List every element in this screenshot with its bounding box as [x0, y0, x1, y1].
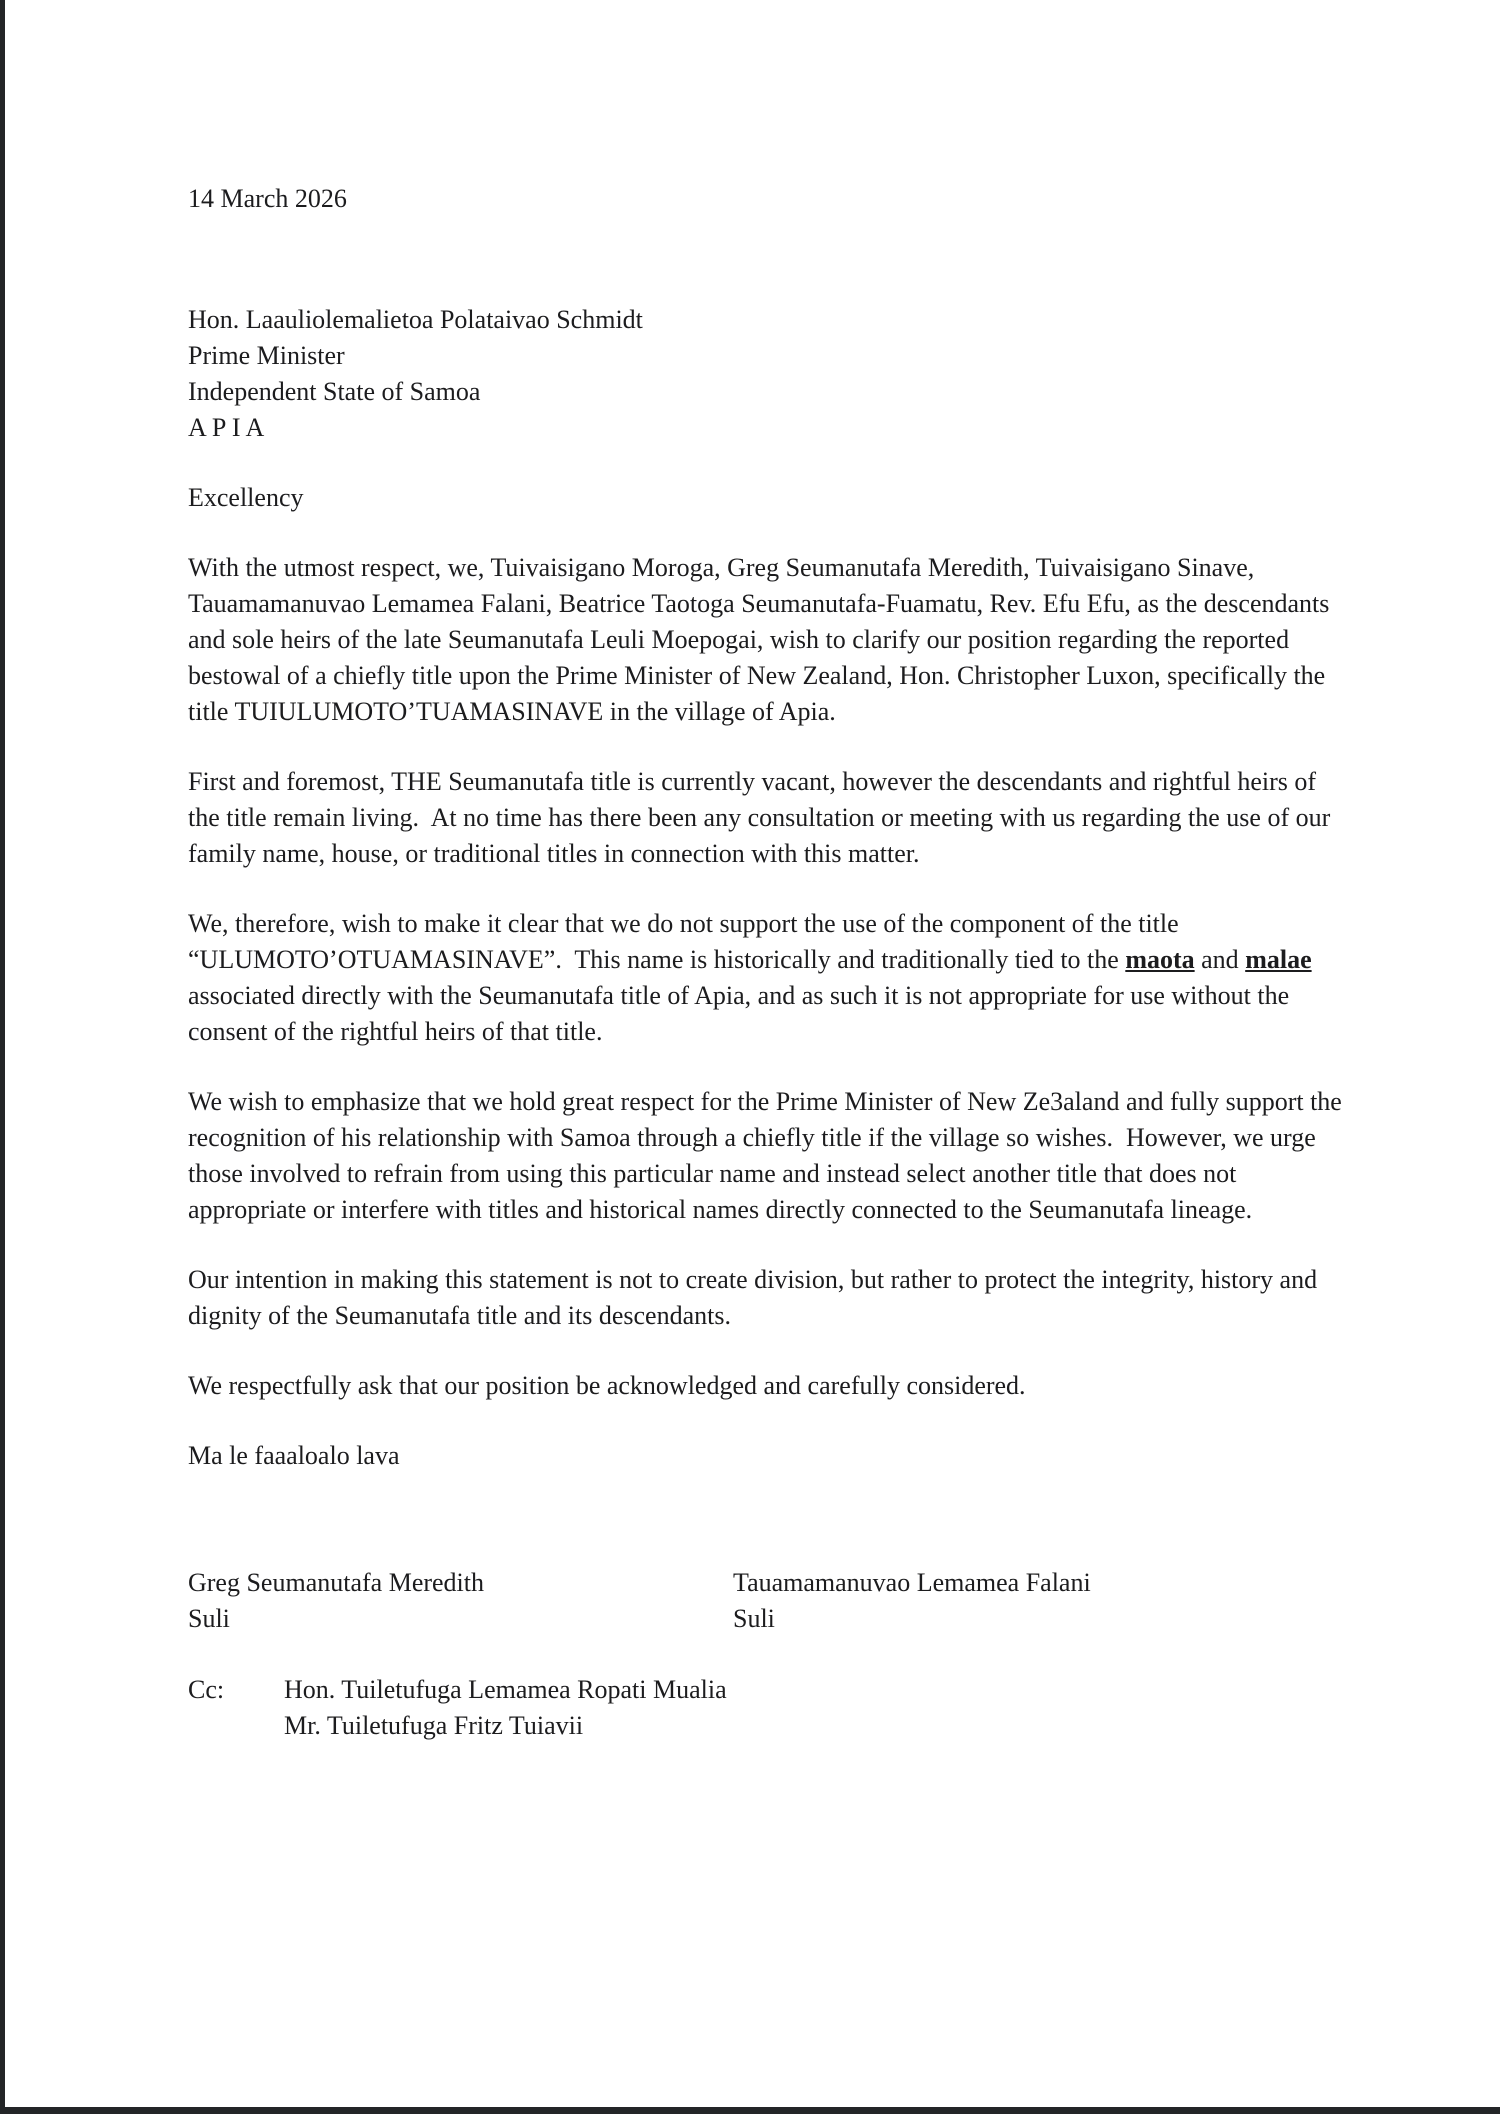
- paragraph-no-support: [188, 906, 1348, 1050]
- recipient-block: [188, 302, 1348, 446]
- paragraph-no-support-connector: and: [1194, 945, 1246, 974]
- signature-left-role: Suli: [188, 1604, 230, 1633]
- recipient-country: Independent State of Samoa: [188, 377, 481, 406]
- closing-samoan: Ma le faaaloalo lava: [188, 1441, 400, 1470]
- signature-left: [188, 1565, 733, 1637]
- paragraph-title-vacant: First and foremost, THE Seumanutafa title is currently vacant, however the descendants and rightful heirs of the title remain living. At no time has there been any consultation or meeting with us regarding the use of our family name, house, or traditional titles in connection with this matter.: [188, 767, 1337, 868]
- paragraph-no-support-rest: associated directly with the Seumanutafa title of Apia, and as such it is not appropriate for use without the consent of the rightful heirs of that title.: [188, 945, 1319, 1046]
- paragraph-introduction: With the utmost respect, we, Tuivaisigano Moroga, Greg Seumanutafa Meredith, Tuivaisigano Sinave, Tauamamanuvao Lemamea Falani, Beatrice Taotoga Seumanutafa-Fuamatu, Rev. Efu Efu, as the descendants and sole heirs of the late Seumanutafa Leuli Moepogai, wish to clarify our position regarding the reported bestowal of a chiefly title upon the Prime Minister of New Zealand, Hon. Christopher Luxon, specifically the title TUIULUMOTO’TUAMASINAVE in the village of Apia.: [188, 553, 1336, 726]
- signature-right-name: Tauamamanuvao Lemamea Falani: [733, 1568, 1091, 1597]
- paragraph-no-support-text: We, therefore, wish to make it clear that we do not support the use of the component of the title “ULUMOTO’OTUAMASINAVE”. This name is historically and traditionally tied to the: [188, 909, 1186, 974]
- cc-block: [188, 1672, 1348, 1744]
- signature-left-name: Greg Seumanutafa Meredith: [188, 1568, 485, 1597]
- signature-block: [188, 1565, 1348, 1637]
- signature-right-role: Suli: [733, 1604, 775, 1633]
- letter-date: 14 March 2026: [188, 184, 347, 213]
- signature-right: [733, 1565, 1091, 1637]
- paragraph-intention: Our intention in making this statement is not to create division, but rather to protect the integrity, history and dignity of the Seumanutafa title and its descendants.: [188, 1265, 1324, 1330]
- maota-term: maota: [1125, 945, 1195, 974]
- cc-name-1: Hon. Tuiletufuga Lemamea Ropati Mualia: [284, 1675, 727, 1704]
- cc-name-2: Mr. Tuiletufuga Fritz Tuiavii: [284, 1711, 584, 1740]
- salutation: Excellency: [188, 483, 304, 512]
- paragraph-request: We respectfully ask that our position be acknowledged and carefully considered.: [188, 1371, 1026, 1400]
- malae-term: malae: [1245, 945, 1312, 974]
- recipient-city: A P I A: [188, 413, 265, 442]
- recipient-title: Prime Minister: [188, 341, 345, 370]
- cc-names: [284, 1672, 727, 1744]
- paragraph-respect: We wish to emphasize that we hold great respect for the Prime Minister of New Ze3aland and fully support the recognition of his relationship with Samoa through a chiefly title if the village so wishes. However, we urge those involved to refrain from using this particular name and instead select another title that does not appropriate or interfere with titles and historical names directly connected to the Seumanutafa lineage.: [188, 1087, 1349, 1224]
- cc-label: Cc:: [188, 1675, 225, 1704]
- recipient-name: Hon. Laauliolemalietoa Polataivao Schmidt: [188, 305, 643, 334]
